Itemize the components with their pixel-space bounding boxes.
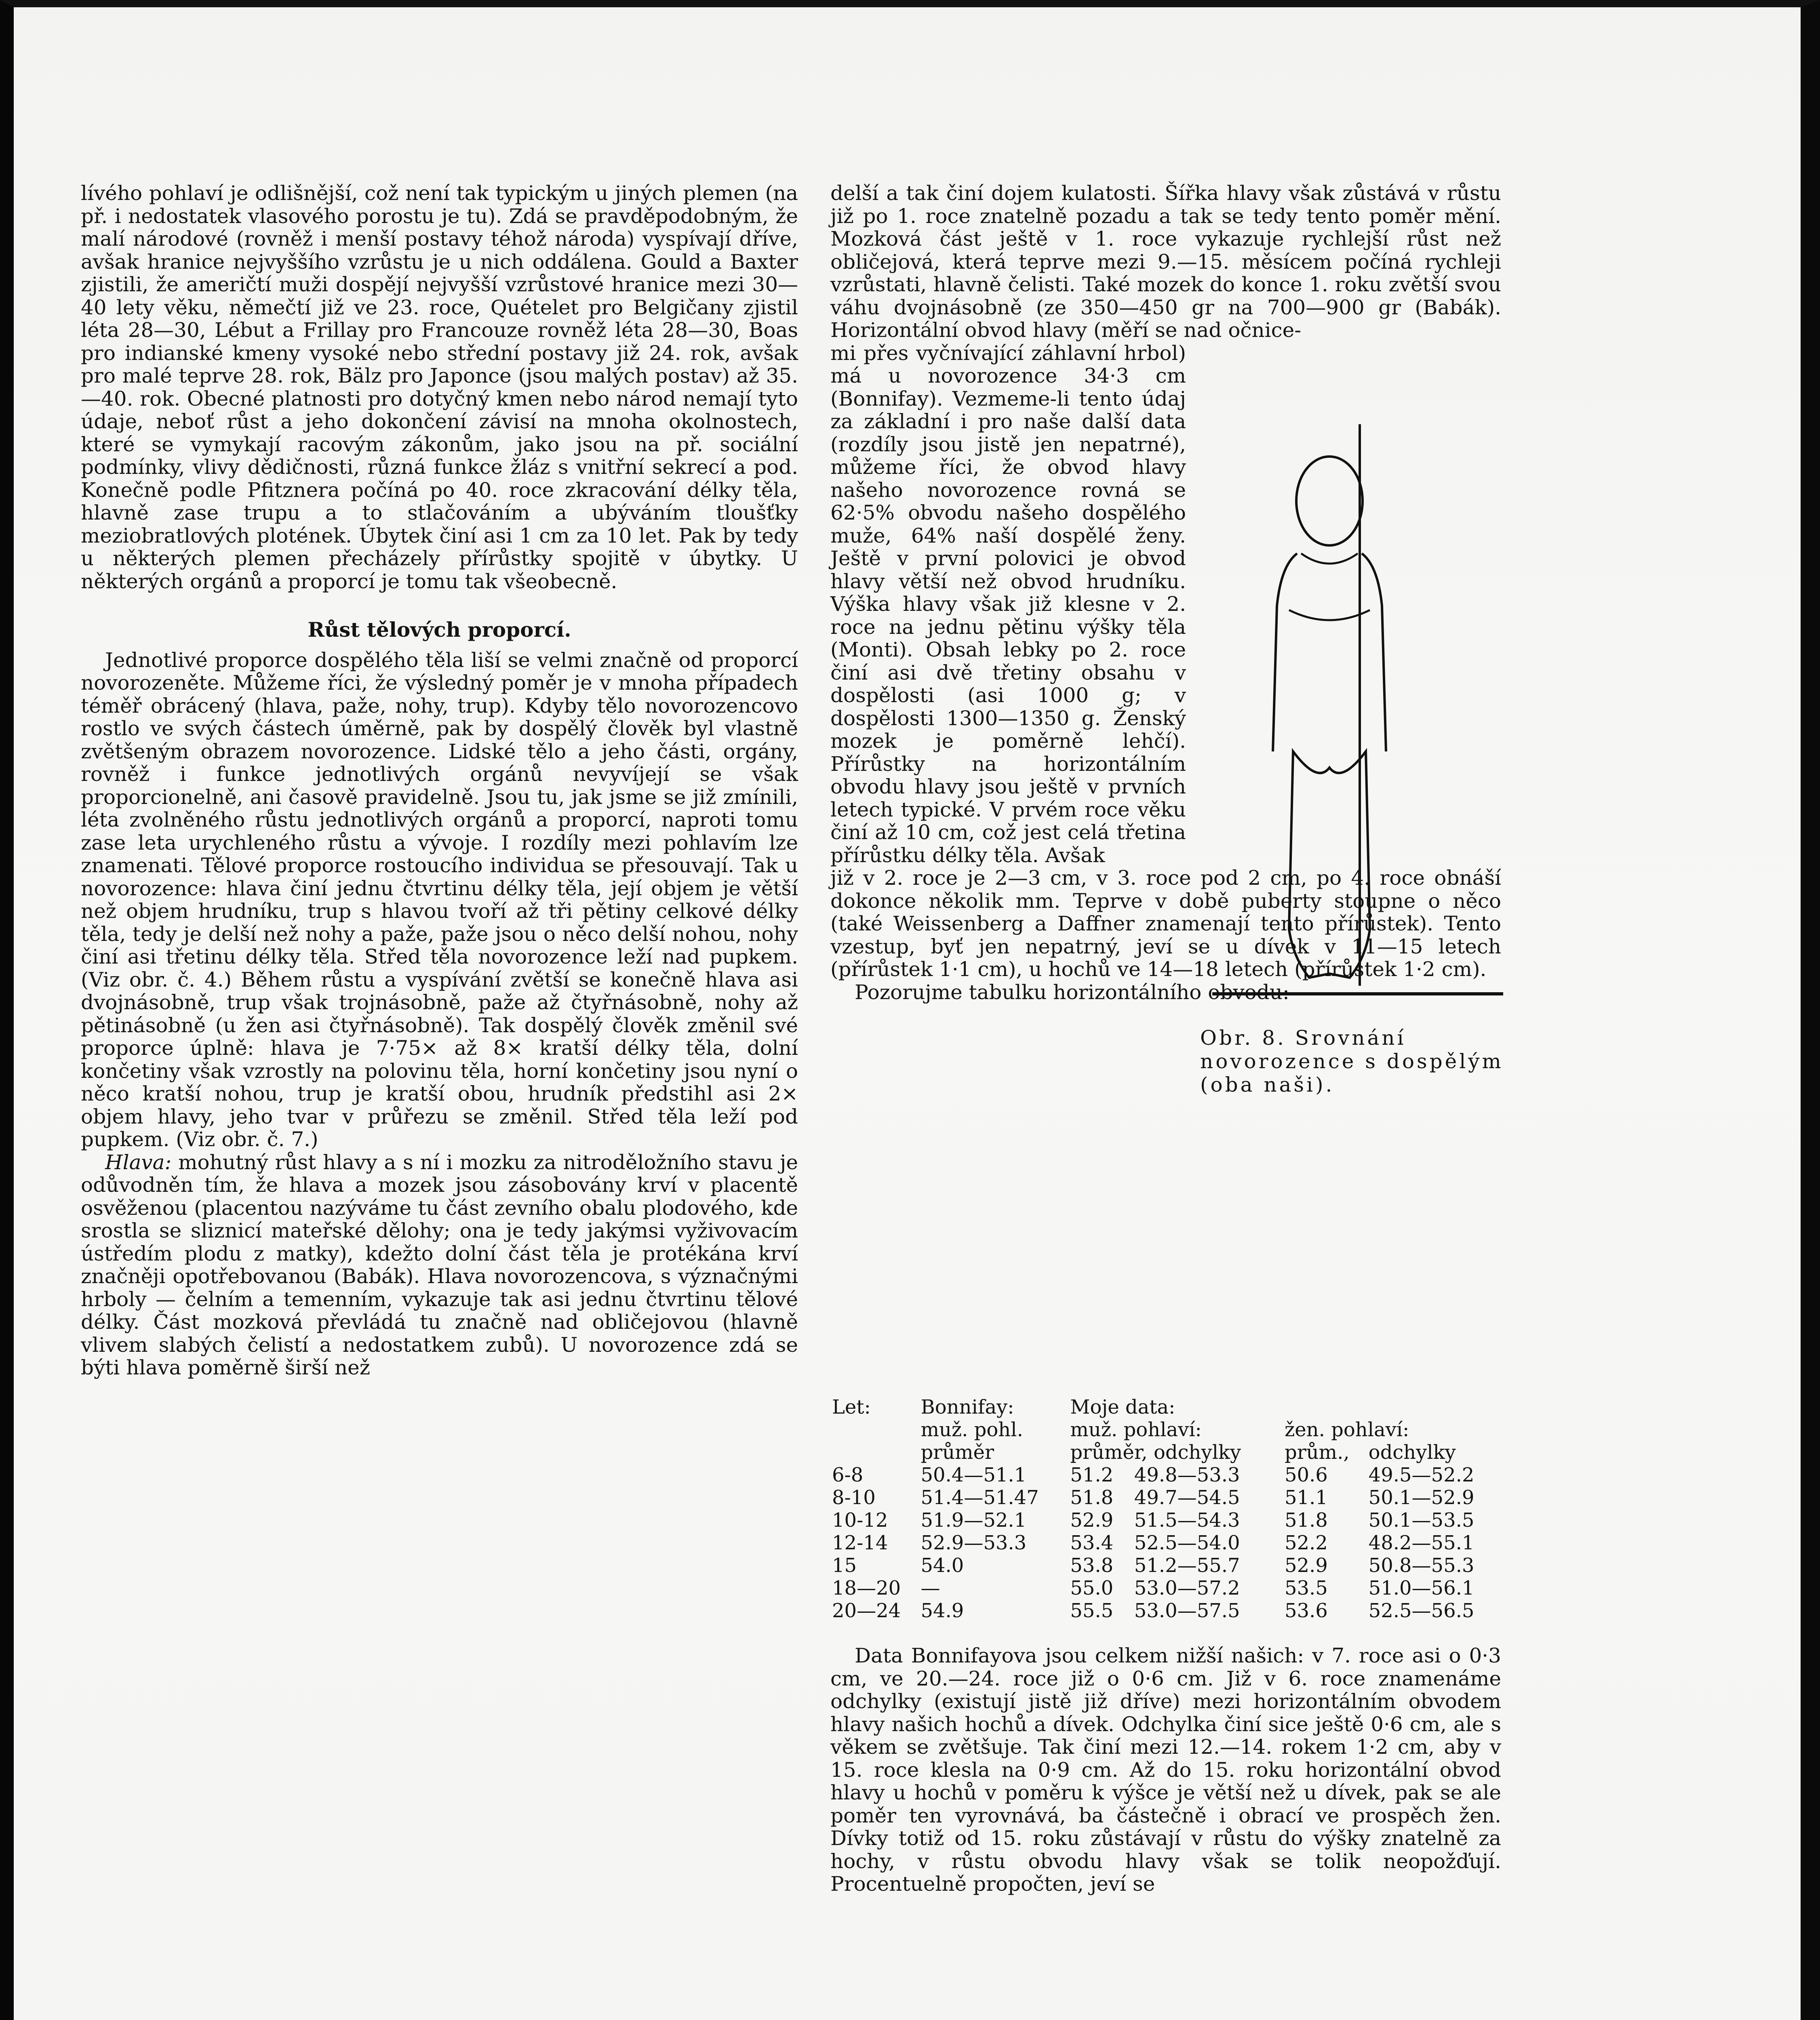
table-cell: — [921, 1577, 940, 1599]
table-cell: 10-12 [832, 1509, 888, 1532]
header-moje-data: Moje data: [1070, 1396, 1175, 1418]
table-cell: 53.0—57.5 [1134, 1599, 1240, 1622]
header-prum: prům., [1284, 1441, 1350, 1464]
table-cell: 51.2—55.7 [1134, 1554, 1240, 1577]
header-2-empty [830, 1418, 919, 1441]
right-wrap-text: mi přes vyčnívající záhlavní hrbol) má u novorozence 34·3 cm (Bonnifay). Vezmeme-li tento údaj za základní i pro naše další data (rozdíly jsou jistě jen nepatrné), můžeme říci, že obvod hlavy našeho novorozence rovná se 62·5% obvodu našeho dospělého muže, 64% naší dospělé ženy. Ještě v první polovici je obvod hlavy větší než obvod hrudníku. Výška hlavy však již klesne v 2. roce na jednu pětinu výšky těla (Monti). Obsah lebky po 2. roce činí asi dvě třetiny obsahu v dospělosti (asi 1000 g; v dospělosti 1300—1350 g. Ženský mozek je poměrně lehčí). Přírůstky na horizontálním obvodu hlavy jsou ještě v prvních letech typické. V prvém roce věku činí až 10 cm, což jest celá třetina přírůstku délky těla. Avšak [830, 341, 1186, 867]
table-cell: 52.2 [1284, 1532, 1328, 1554]
table-row [830, 1532, 1501, 1554]
table-cell: 52.9 [1070, 1509, 1114, 1532]
table-cell: 54.0 [921, 1554, 964, 1577]
table-cell: 53.4 [1070, 1532, 1114, 1554]
bonnifay-table [830, 1396, 1501, 1622]
header-zen-pohlavi: žen. pohlaví: [1284, 1418, 1409, 1441]
left-paragraph-3-text: mohutný růst hlavy a s ní i mozku za nitroděložního stavu je odůvodněn tím, že hlava a mozek jsou zásobovány krví v placentě osvěženou (placentou nazýváme tu část zevního obalu plodového, kde srostla se sliznicí mateřské dělohy; ona je tedy jakýmsi vyživovacím ústředím plodu z matky), kdežto dolní část těla je protékána krví značněji opotřebovanou (Babák). Hlava novorozencova, s význačnými hrboly — čelním a temenním, vykazuje tak asi jednu čtvrtinu tělové délky. Část mozková převládá tu značně nad obličejovou (hlavně vlivem slabých čelistí a nedostatkem zubů). U novorozence zdá se býti hlava poměrně širší než [81, 1150, 798, 1379]
table-cell: 51.9—52.1 [921, 1509, 1027, 1532]
header-muz-pohlavi: muž. pohlaví: [1070, 1418, 1202, 1441]
table-cell: 51.8 [1070, 1486, 1114, 1509]
table-cell: 55.0 [1070, 1577, 1114, 1599]
header-prumer: průměr [921, 1441, 994, 1464]
table-header-1 [830, 1396, 1501, 1418]
table-cell: 50.6 [1284, 1464, 1328, 1486]
table-cell: 50.1—53.5 [1368, 1509, 1475, 1532]
header-1-empty-b [1367, 1396, 1501, 1418]
table-cell: 52.9 [1284, 1554, 1328, 1577]
table-cell: 53.8 [1070, 1554, 1114, 1577]
table-cell: 51.8 [1284, 1509, 1328, 1532]
table-cell: 55.5 [1070, 1599, 1114, 1622]
table-cell: 20—24 [832, 1599, 901, 1622]
table-cell: 53.6 [1284, 1599, 1328, 1622]
figure-child-adult [1196, 420, 1511, 1010]
left-paragraph-1: lívého pohlaví je odlišnější, což není tak typickým u jiných plemen (na př. i nedostatek vlasového porostu je tu). Zdá se pravděpodobným, že malí národové (rovněž i menší postavy téhož národa) vyspívají dříve, avšak hranice nejvyššího vzrůstu je u nich oddálena. Gould a Baxter zjistili, že američtí muži dospějí nejvyšší vzrůstové hranice mezi 30—40 lety věku, němečtí již ve 23. roce, Quételet pro Belgičany zjistil léta 28—30, Lébut a Frillay pro Francouze rovněž léta 28—30, Boas pro indianské kmeny vysoké nebo střední postavy již 24. rok, avšak pro malé teprve 28. rok, Bälz pro Japonce (jsou malých postav) až 35.—40. rok. Obecné platnosti pro dotyčný kmen nebo národ nemají tyto údaje, neboť růst a jeho dokončení závisí na mnoha okolnostech, které se vymykají racovým zákonům, jako jsou na př. sociální podmínky, vlivy dědičnosti, různá funkce žláz s vnitřní sekrecí a pod. Konečně podle Pfitznera počíná po 40. roce zkracování délky těla, hlavně zase trupu a to stlačováním a ubýváním tloušťky meziobratlových plotének. Úbytek činí asi 1 cm za 10 let. Pak by tedy u některých plemen přecházely přírůstky spojitě v úbytky. U některých orgánů a proporcí je tomu tak všeobecně. [81, 181, 798, 593]
table-cell: 50.1—52.9 [1368, 1486, 1475, 1509]
table-cell: 52.5—54.0 [1134, 1532, 1240, 1554]
table-row [830, 1554, 1501, 1577]
header-1-empty-a [1283, 1396, 1367, 1418]
left-paragraph-3 [81, 1151, 798, 1379]
header-bonnifay: Bonnifay: [921, 1396, 1014, 1418]
table-cell: 51.2 [1070, 1464, 1114, 1486]
table-row [830, 1486, 1501, 1509]
table-cell: 54.9 [921, 1599, 964, 1622]
table-cell: 12-14 [832, 1532, 888, 1554]
table-cell: 53.5 [1284, 1577, 1328, 1599]
table-cell: 49.8—53.3 [1134, 1464, 1240, 1486]
table-cell: 8-10 [832, 1486, 876, 1509]
table-cell: 51.4—51.47 [921, 1486, 1039, 1509]
right-paragraph-1: delší a tak činí dojem kulatosti. Šířka hlavy však zůstává v růstu již po 1. roce znatelně pozadu a tak se tedy tento poměr mění. Mozková část ještě v 1. roce vykazuje rychlejší růst než obličejová, která teprve mezi 9.—15. měsícem počíná rychleji vzrůstati, hlavně čelisti. Také mozek do konce 1. roku zvětší svou váhu dvojnásobně (ze 350—450 gr na 700—900 gr (Babák). Horizontální obvod hlavy (měří se nad očnice- [830, 181, 1501, 342]
left-column [81, 182, 798, 1379]
header-muz-pohl: muž. pohl. [921, 1418, 1023, 1441]
table-row [830, 1577, 1501, 1599]
header-let: Let: [832, 1396, 871, 1418]
table-cell: 51.5—54.3 [1134, 1509, 1240, 1532]
header-odchylky: odchylky [1368, 1441, 1456, 1464]
table-cell: 48.2—55.1 [1368, 1532, 1475, 1554]
table-cell: 50.8—55.3 [1368, 1554, 1475, 1577]
table-intro: Pozorujme tabulku horizontálního obvodu: [855, 980, 1289, 1004]
table-cell: 50.4—51.1 [921, 1464, 1027, 1486]
section-heading: Růst tělových proporcí. [308, 618, 571, 642]
table-row [830, 1599, 1501, 1622]
header-3-empty [830, 1441, 919, 1464]
table-cell: 18—20 [832, 1577, 901, 1599]
table-cell: 6-8 [832, 1464, 864, 1486]
table-cell: 51.0—56.1 [1368, 1577, 1475, 1599]
table-cell: 49.7—54.5 [1134, 1486, 1240, 1509]
header-prumer-odchylky: průměr, odchylky [1070, 1441, 1241, 1464]
table-cell: 53.0—57.2 [1134, 1577, 1240, 1599]
right-paragraph-2: již v 2. roce je 2—3 cm, v 3. roce pod 2 cm, po 4. roce obnáší dokonce několik mm. Teprve v době puberty stoupne o něco (také Weissenberg a Daffner znamenají tento přírůstek). Tento vzestup, byť jen nepatrný, jeví se u dívek v 11—15 letech (přírůstek 1·1 cm), u hochů ve 14—18 letech (přírůstek 1·2 cm). [830, 866, 1501, 981]
hlava-lead: Hlava: [105, 1150, 172, 1174]
table-cell: 49.5—52.2 [1368, 1464, 1475, 1486]
table-header-3 [830, 1441, 1501, 1464]
table-cell: 15 [832, 1554, 857, 1577]
left-paragraph-2: Jednotlivé proporce dospělého těla liší se velmi značně od proporcí novorozeněte. Můžeme říci, že výsledný poměr je v mnoha případech téměř obrácený (hlava, paže, nohy, trup). Kdyby tělo novorozencovo rostlo ve svých částech úměrně, pak by dospělý člověk byl vlastně zvětšeným obrazem novorozence. Lidské tělo a jeho části, orgány, rovněž i funkce jednotlivých orgánů nevyvíjejí se však proporcionelně, ani časově pravidelně. Jsou tu, jak jsme se již zmínili, léta zvolněného růstu jednotlivých orgánů a proporcí, naproti tomu zase leta urychleného růstu a vývoje. I rozdíly mezi pohlavím lze znamenati. Tělové proporce rostoucího individua se přesouvají. Tak u novorozence: hlava činí jednu čtvrtinu délky těla, její objem je větší než objem hrudníku, trup s hlavou tvoří až tři pětiny celkové délky těla, tedy je delší než nohy a paže, paže jsou o něco delší nohou, nohy činí asi třetinu délky těla. Střed těla novorozence leží nad pupkem. (Viz obr. č. 4.) Během růstu a vyspívání zvětší se konečně hlava asi dvojnásobně, trup však trojnásobně, paže až čtyřnásobně, nohy až pětinásobně (u žen asi čtyřnásobně). Tak dospělý člověk změnil své proporce úplně: hlava je 7·75× až 8× kratší délky těla, dolní končetiny však vzrostly na polovinu těla, horní končetiny jsou nyní o něco kratší nohou, trup je kratší obou, hrudník předstihl asi 2× objem hlavy, jeho tvar v průřezu se změnil. Střed těla leží pod pupkem. (Viz obr. č. 7.) [81, 648, 798, 1151]
table-cell: 52.9—53.3 [921, 1532, 1027, 1554]
table-cell: 52.5—56.5 [1368, 1599, 1475, 1622]
table-cell: 51.1 [1284, 1486, 1328, 1509]
table-header-2 [830, 1418, 1501, 1441]
right-paragraph-3: Data Bonnifayova jsou celkem nižší našich: v 7. roce asi o 0·3 cm, ve 20.—24. roce již o 0·6 cm. Již v 6. roce znamenáme odchylky (existují jistě již dříve) mezi horizontálním obvodem hlavy našich hochů a dívek. Odchylka činí sice ještě 0·6 cm, ale s věkem se zvětšuje. Tak činí mezi 12.—14. rokem 1·2 cm, aby v 15. roce klesla na 0·9 cm. Až do 15. roku horizontální obvod hlavy u hochů v poměru k výšce je větší než u dívek, pak se ale poměr ten vyrovnává, ba částečně i obrací ve prospěch žen. Dívky totiž od 15. roku zůstávají v růstu do výšky znatelně za hochy, v růstu obvodu hlavy však se tolik neopožďují. Procentuelně propočten, jeví se [830, 1644, 1501, 1896]
figure-caption: Obr. 8. Srovnání novorozence s dospělým (oba naši). [1200, 1026, 1504, 1096]
table-row [830, 1464, 1501, 1486]
table-row [830, 1509, 1501, 1532]
